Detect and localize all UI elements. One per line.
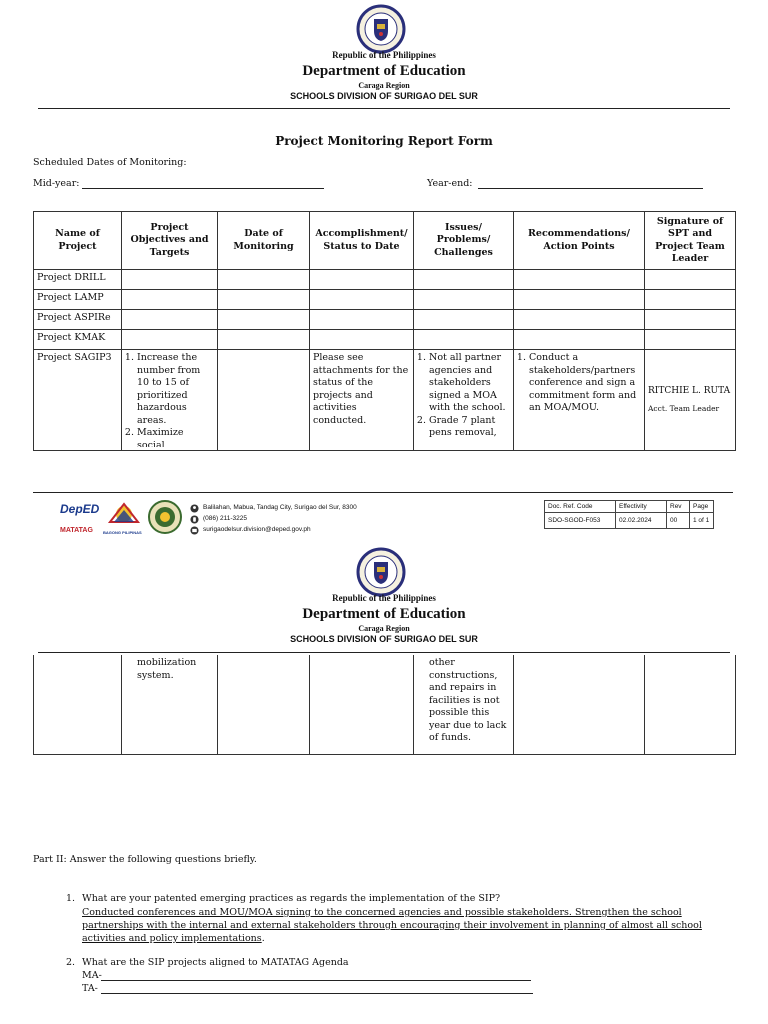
table-cell[interactable] — [34, 655, 122, 754]
col-header: Issues/ Problems/ Challenges — [414, 212, 514, 270]
monitoring-table — [33, 211, 736, 451]
recommendation-item: 1. Conduct a stakeholders/partners conference and sign a commitment form and an MOA/MOU. — [529, 352, 641, 415]
table-row-sagip3 — [34, 350, 736, 451]
issues-cell — [414, 350, 514, 451]
project-name: Project LAMP — [34, 290, 122, 310]
division-seal-icon — [148, 500, 182, 534]
q1-answer[interactable] — [82, 906, 732, 945]
table-cell[interactable] — [310, 270, 414, 290]
team-leader-title: Acct. Team Leader — [648, 404, 720, 413]
doc-header: Effectivity — [616, 501, 667, 513]
department-title: Department of Education — [302, 63, 466, 79]
form-title: Project Monitoring Report Form — [275, 134, 493, 148]
project-name: Project SAGIP3 — [34, 350, 122, 451]
table-cell[interactable] — [218, 330, 310, 350]
ma-label: MA- — [82, 970, 102, 981]
col-header: Name of Project — [34, 212, 122, 270]
scheduled-dates-label: Scheduled Dates of Monitoring: — [33, 157, 187, 168]
table-row-continued — [34, 655, 736, 754]
date-cell[interactable] — [218, 350, 310, 451]
ma-answer-line[interactable] — [101, 980, 531, 981]
doc-header: Doc. Ref. Code — [545, 501, 616, 513]
republic-line: Republic of the Philippines — [332, 593, 436, 603]
project-name: Project DRILL — [34, 270, 122, 290]
division-line: SCHOOLS DIVISION OF SURIGAO DEL SUR — [290, 91, 478, 101]
q1-number: 1. — [66, 893, 76, 904]
table-row — [34, 290, 736, 310]
q1-answer-text: Conducted conferences and MOU/MOA signing to the concerned agencies and possible stakeholders. Strengthen the school partnerships with the internal and external stakeholders through encouraging their involvement in planning of almost all school activities and policy implementations — [82, 907, 702, 944]
objective-item: 2. Maximize social — [137, 427, 214, 447]
yearend-line[interactable] — [478, 188, 703, 189]
col-header: Accomplishment/ Status to Date — [310, 212, 414, 270]
footer-email[interactable]: surigaodelsur.division@deped.gov.ph — [203, 526, 311, 533]
table-cell[interactable] — [645, 290, 736, 310]
matatag-logo: MATATAG — [60, 527, 93, 534]
table-cell[interactable] — [514, 310, 645, 330]
monitoring-table-continued — [33, 655, 736, 755]
team-leader-name: RITCHIE L. RUTA — [648, 385, 731, 396]
footer-divider — [33, 492, 733, 493]
footer-address: Balilahan, Mabua, Tandag City, Surigao del Sur, 8300 — [203, 504, 357, 511]
table-cell[interactable] — [122, 310, 218, 330]
doc-value: 1 of 1 — [690, 513, 714, 529]
table-cell[interactable] — [514, 330, 645, 350]
deped-seal-icon — [356, 4, 406, 54]
col-header: Recommendations/ Action Points — [514, 212, 645, 270]
table-cell[interactable] — [218, 310, 310, 330]
objective-item: 1. Increase the number from 10 to 15 of prioritized hazardous areas. — [137, 352, 214, 427]
col-header: Date of Monitoring — [218, 212, 310, 270]
republic-line: Republic of the Philippines — [332, 50, 436, 60]
bagong-pilipinas-icon — [106, 500, 142, 526]
division-line: SCHOOLS DIVISION OF SURIGAO DEL SUR — [290, 634, 478, 644]
table-cell[interactable] — [514, 655, 645, 754]
col-header: Signature of SPT and Project Team Leader — [645, 212, 736, 270]
table-header-row — [34, 212, 736, 270]
issue-item: 1. Not all partner agencies and stakeholders signed a MOA with the school. — [429, 352, 510, 415]
doc-ref-table — [544, 500, 714, 529]
doc-value: SDO-SGOD-F053 — [545, 513, 616, 529]
objectives-cont-cell: mobilization system. — [122, 655, 218, 754]
table-cell[interactable] — [122, 290, 218, 310]
table-cell[interactable] — [514, 290, 645, 310]
table-row — [34, 310, 736, 330]
table-cell[interactable] — [218, 270, 310, 290]
col-header: Project Objectives and Targets — [122, 212, 218, 270]
midyear-line[interactable] — [82, 188, 324, 189]
footer-phone: (086) 211-3225 — [203, 515, 247, 522]
doc-header: Rev — [667, 501, 690, 513]
header-divider — [38, 652, 730, 653]
q1-text: What are your patented emerging practices as regards the implementation of the SIP? — [82, 893, 501, 904]
issue-item: 2. Grade 7 plant pens removal, — [429, 415, 510, 440]
recommendations-cell — [514, 350, 645, 451]
location-icon — [190, 504, 199, 513]
table-cell[interactable] — [645, 655, 736, 754]
header-divider — [38, 108, 730, 109]
email-icon — [190, 526, 199, 535]
table-cell[interactable] — [310, 330, 414, 350]
deped-logo: DepED — [60, 502, 100, 516]
objectives-cell — [122, 350, 218, 451]
table-cell[interactable] — [218, 290, 310, 310]
table-row — [34, 330, 736, 350]
table-cell[interactable] — [218, 655, 310, 754]
project-name: Project ASPIRe — [34, 310, 122, 330]
midyear-label: Mid-year: — [33, 178, 80, 189]
ta-label: TA- — [82, 983, 98, 994]
ta-answer-line[interactable] — [101, 993, 533, 994]
table-cell[interactable] — [414, 270, 514, 290]
doc-value: 00 — [667, 513, 690, 529]
phone-icon — [190, 515, 199, 524]
q2-text: What are the SIP projects aligned to MATATAG Agenda — [82, 957, 349, 968]
bagong-pilipinas-label: BAGONG PILIPINAS — [103, 530, 142, 535]
project-name: Project KMAK — [34, 330, 122, 350]
table-cell[interactable] — [310, 655, 414, 754]
table-cell[interactable] — [645, 310, 736, 330]
doc-header: Page — [690, 501, 714, 513]
yearend-label: Year-end: — [427, 178, 473, 189]
table-cell[interactable] — [514, 270, 645, 290]
table-cell[interactable] — [414, 290, 514, 310]
q1-answer-end: . — [261, 933, 265, 944]
doc-value: 02.02.2024 — [616, 513, 667, 529]
q2-number: 2. — [66, 957, 76, 968]
table-cell[interactable] — [414, 330, 514, 350]
table-cell[interactable] — [645, 270, 736, 290]
issues-cont-cell: other constructions, and repairs in facilities is not possible this year due to lack of funds. — [414, 655, 514, 754]
region-line: Caraga Region — [358, 81, 410, 90]
table-row — [34, 270, 736, 290]
part2-heading: Part II: Answer the following questions briefly. — [33, 854, 257, 865]
accomplishment-cell: Please see attachments for the status of the projects and activities conducted. — [310, 350, 414, 451]
table-cell[interactable] — [310, 310, 414, 330]
table-cell[interactable] — [310, 290, 414, 310]
department-title: Department of Education — [302, 606, 466, 622]
table-cell[interactable] — [645, 330, 736, 350]
region-line: Caraga Region — [358, 624, 410, 633]
deped-seal-icon — [356, 547, 406, 597]
table-cell[interactable] — [122, 330, 218, 350]
signature-cell — [645, 350, 736, 451]
table-cell[interactable] — [414, 310, 514, 330]
table-cell[interactable] — [122, 270, 218, 290]
